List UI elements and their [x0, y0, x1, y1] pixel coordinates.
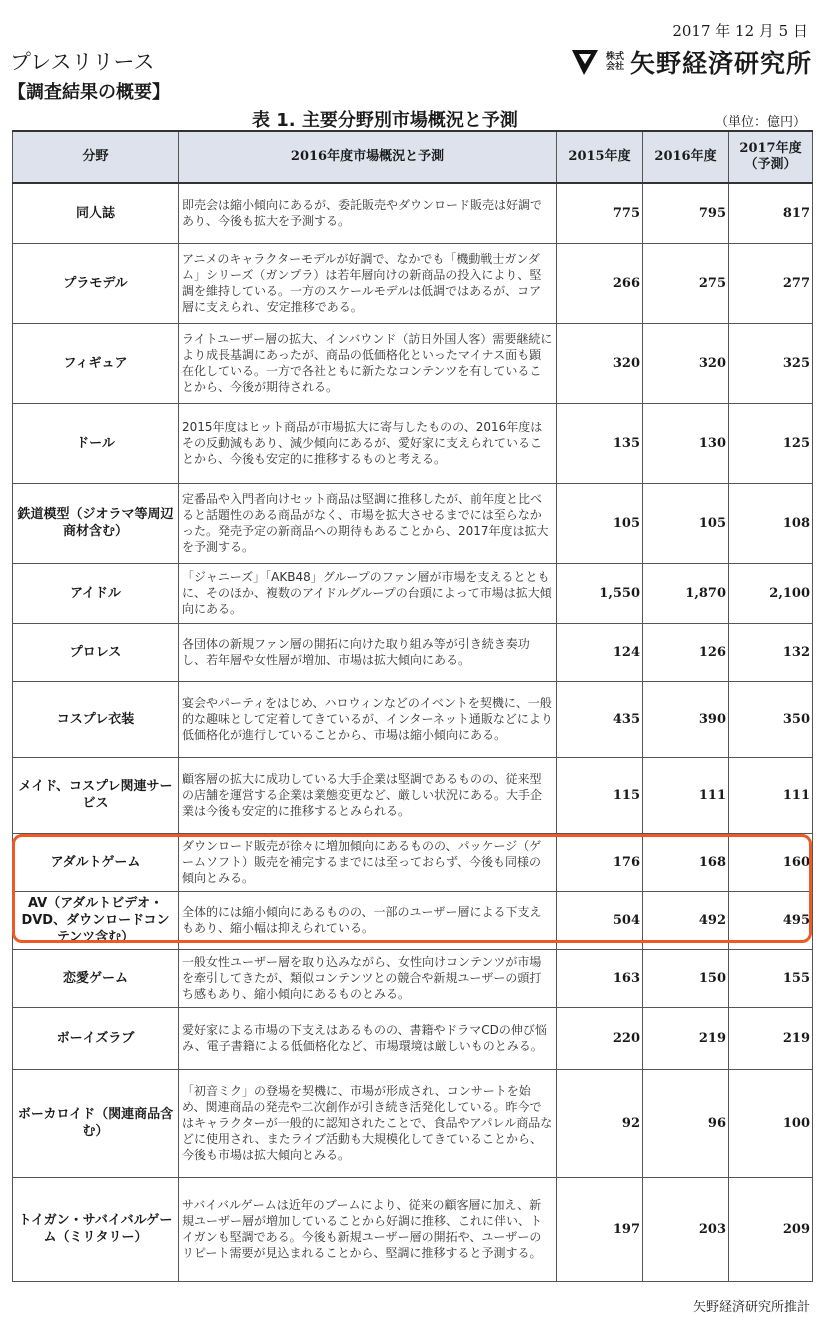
value-2016: 219: [643, 1007, 729, 1069]
value-2015: 115: [557, 757, 643, 833]
value-2015: 92: [557, 1069, 643, 1177]
value-2016: 203: [643, 1177, 729, 1281]
table-row: [13, 1007, 813, 1069]
table-header-row: [13, 131, 813, 183]
row-category: プラモデル: [13, 243, 179, 323]
row-description: 全体的には縮小傾向にあるものの、一部のユーザー層による下支えもあり、縮小幅は抑えられている。: [179, 891, 557, 949]
table-row: [13, 323, 813, 403]
logo-company-name: 矢野経済研究所: [629, 49, 812, 78]
row-description: 「初音ミク」の登場を契機に、市場が形成され、コンサートを始め、関連商品の発売や二次創作が引き続き活発化している。昨今ではキャラクターが一般的に認知されたことで、食品やアパレル商品などに使用され、またライブ活動も大規模化してきていることから、今後も市場は拡大傾向とみる。: [179, 1069, 557, 1177]
row-description: サバイバルゲームは近年のブームにより、従来の顧客層に加え、新規ユーザー層が増加していることから好調に推移、これに伴い、トイガンも堅調である。今後も新規ユーザー層の開拓や、ユーザーのリピート需要が見込まれることから、堅調に推移すると予測する。: [179, 1177, 557, 1281]
row-description: 一般女性ユーザー層を取り込みながら、女性向けコンテンツが市場を牽引してきたが、類似コンテンツとの競合や新規ユーザーの頭打ち感もあり、縮小傾向にあるものとみる。: [179, 949, 557, 1007]
table-row: [13, 949, 813, 1007]
value-2015: 435: [557, 681, 643, 757]
value-2017: 160: [729, 833, 813, 891]
row-description: 定番品や入門者向けセット商品は堅調に推移したが、前年度と比べると話題性のある商品がなく、市場を拡大させるまでには至らなかった。発売予定の新商品への期待もあることから、2017年度は拡大を予測する。: [179, 483, 557, 563]
value-2016: 96: [643, 1069, 729, 1177]
row-description: アニメのキャラクターモデルが好調で、なかでも「機動戦士ガンダム」シリーズ（ガンプラ）は若年層向けの新商品の投入により、堅調を維持している。一方のスケールモデルは低調ではあるが、コア層に支えられ、安定推移である。: [179, 243, 557, 323]
table-row: [13, 757, 813, 833]
row-description: ライトユーザー層の拡大、インバウンド（訪日外国人客）需要継続により成長基調にあったが、商品の低価格化といったマイナス面も顕在化している。一方で各社ともに新たなコンテンツを有していることから、今後が期待される。: [179, 323, 557, 403]
value-2015: 197: [557, 1177, 643, 1281]
value-2016: 390: [643, 681, 729, 757]
value-2016: 130: [643, 403, 729, 483]
row-category: ボーイズラブ: [13, 1007, 179, 1069]
row-category: プロレス: [13, 623, 179, 681]
value-2017: 125: [729, 403, 813, 483]
summary-heading: 【調査結果の概要】: [8, 82, 170, 103]
value-2016: 492: [643, 891, 729, 949]
header-description: 2016年度市場概況と予測: [179, 131, 557, 183]
table-row: [13, 891, 813, 949]
market-table: [12, 130, 813, 1282]
value-2015: 1,550: [557, 563, 643, 623]
value-2016: 111: [643, 757, 729, 833]
row-category: ドール: [13, 403, 179, 483]
value-2016: 150: [643, 949, 729, 1007]
value-2017: 209: [729, 1177, 813, 1281]
table-row: [13, 243, 813, 323]
value-2015: 105: [557, 483, 643, 563]
row-category: フィギュア: [13, 323, 179, 403]
value-2017: 111: [729, 757, 813, 833]
row-description: ダウンロード販売が徐々に増加傾向にあるものの、パッケージ（ゲームソフト）販売を補完するまでには至っておらず、今後も同様の傾向とみる。: [179, 833, 557, 891]
company-logo: [570, 44, 812, 80]
table-row: [13, 483, 813, 563]
table-row: [13, 623, 813, 681]
row-category: アダルトゲーム: [13, 833, 179, 891]
value-2016: 105: [643, 483, 729, 563]
row-description: 2015年度はヒット商品が市場拡大に寄与したものの、2016年度はその反動減もあり、減少傾向にあるが、愛好家に支えられていることから、今後も安定的に推移するものと考える。: [179, 403, 557, 483]
value-2016: 320: [643, 323, 729, 403]
value-2016: 126: [643, 623, 729, 681]
unit-note: （単位：億円）: [714, 115, 806, 130]
value-2017: 155: [729, 949, 813, 1007]
logo-mark-icon: [570, 47, 600, 77]
value-2017: 350: [729, 681, 813, 757]
row-description: 愛好家による市場の下支えはあるものの、書籍やドラマCDの伸び悩み、電子書籍による低価格化など、市場環境は厳しいものとみる。: [179, 1007, 557, 1069]
value-2015: 504: [557, 891, 643, 949]
value-2017: 108: [729, 483, 813, 563]
table-row: [13, 183, 813, 243]
row-category: アイドル: [13, 563, 179, 623]
table-row: [13, 403, 813, 483]
row-category: 鉄道模型（ジオラマ等周辺商材含む）: [13, 483, 179, 563]
header-2017: 2017年度 （予測）: [729, 131, 813, 183]
value-2015: 176: [557, 833, 643, 891]
value-2015: 124: [557, 623, 643, 681]
value-2017: 817: [729, 183, 813, 243]
source-note: 矢野経済研究所推計: [692, 1300, 810, 1315]
value-2016: 795: [643, 183, 729, 243]
row-description: 宴会やパーティをはじめ、ハロウィンなどのイベントを契機に、一般的な趣味として定着してきているが、インターネット通販などにより低価格化が進行していることから、市場は縮小傾向にある。: [179, 681, 557, 757]
row-category: トイガン・サバイバルゲーム（ミリタリー）: [13, 1177, 179, 1281]
value-2017: 132: [729, 623, 813, 681]
release-date: 2017 年 12 月 5 日: [672, 22, 808, 40]
row-category: 恋愛ゲーム: [13, 949, 179, 1007]
value-2015: 135: [557, 403, 643, 483]
value-2015: 163: [557, 949, 643, 1007]
table-row: [13, 681, 813, 757]
value-2017: 219: [729, 1007, 813, 1069]
value-2015: 320: [557, 323, 643, 403]
value-2017: 277: [729, 243, 813, 323]
header-2015: 2015年度: [557, 131, 643, 183]
header-2016: 2016年度: [643, 131, 729, 183]
press-release-label: プレスリリース: [10, 50, 155, 74]
value-2017: 2,100: [729, 563, 813, 623]
table-title: 表 1. 主要分野別市場概況と予測: [252, 110, 518, 131]
value-2016: 168: [643, 833, 729, 891]
value-2015: 220: [557, 1007, 643, 1069]
value-2015: 266: [557, 243, 643, 323]
table-row: [13, 563, 813, 623]
value-2016: 1,870: [643, 563, 729, 623]
table-row: [13, 1069, 813, 1177]
row-category: 同人誌: [13, 183, 179, 243]
row-category: メイド、コスプレ関連サービス: [13, 757, 179, 833]
row-category: AV（アダルトビデオ・DVD、ダウンロードコンテンツ含む）: [13, 891, 179, 949]
row-description: 顧客層の拡大に成功している大手企業は堅調であるものの、従来型の店舗を運営する企業は業態変更など、厳しい状況にある。大手企業は今後も安定的に推移するとみられる。: [179, 757, 557, 833]
value-2017: 495: [729, 891, 813, 949]
logo-kabushiki: 株式 会社: [605, 52, 624, 72]
row-category: ボーカロイド（関連商品含む）: [13, 1069, 179, 1177]
row-description: 「ジャニーズ」「AKB48」グループのファン層が市場を支えるとともに、そのほか、複数のアイドルグループの台頭によって市場は拡大傾向にある。: [179, 563, 557, 623]
header-category: 分野: [13, 131, 179, 183]
value-2017: 100: [729, 1069, 813, 1177]
table-row: [13, 833, 813, 891]
row-description: 即売会は縮小傾向にあるが、委託販売やダウンロード販売は好調であり、今後も拡大を予測する。: [179, 183, 557, 243]
row-category: コスプレ衣装: [13, 681, 179, 757]
value-2015: 775: [557, 183, 643, 243]
table-row: [13, 1177, 813, 1281]
value-2016: 275: [643, 243, 729, 323]
row-description: 各団体の新規ファン層の開拓に向けた取り組み等が引き続き奏功し、若年層や女性層が増加、市場は拡大傾向にある。: [179, 623, 557, 681]
value-2017: 325: [729, 323, 813, 403]
